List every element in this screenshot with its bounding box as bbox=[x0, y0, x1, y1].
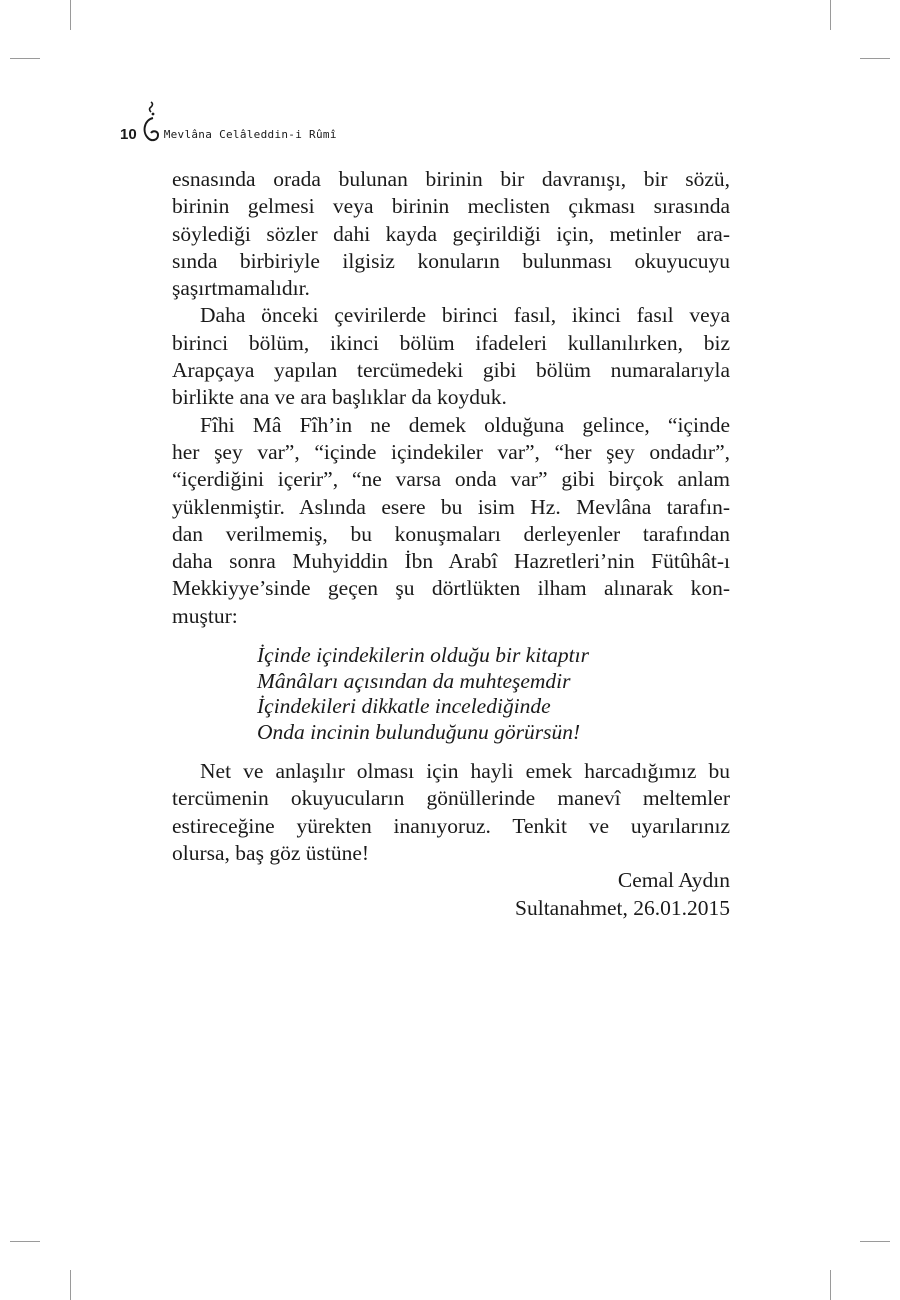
text-line: Net ve anlaşılır olması için hayli emek harcadığımız bu bbox=[200, 759, 730, 784]
tulip-swirl-icon bbox=[141, 100, 161, 144]
text-line: söylediği sözler dahi kayda geçirildiği için, metinler ara- bbox=[172, 221, 730, 246]
crop-mark bbox=[10, 1241, 40, 1242]
verse-quote bbox=[257, 643, 730, 745]
text-line: sında birbiriyle ilgisiz konuların bulunması okuyucuyu bbox=[172, 248, 730, 273]
crop-mark bbox=[860, 58, 890, 59]
text-line: Daha önceki çevirilerde birinci fasıl, ikinci fasıl veya bbox=[200, 303, 730, 328]
author-name: Cemal Aydın bbox=[617, 868, 730, 893]
text-line: muştur: bbox=[172, 603, 238, 628]
text-line: esnasında orada bulunan birinin bir davranışı, bir sözü, bbox=[172, 167, 730, 191]
crop-mark bbox=[860, 1241, 890, 1242]
text-line: daha sonra Muhyiddin İbn Arabî Hazretleri’nin Fütûhât-ı bbox=[172, 549, 730, 574]
crop-mark bbox=[830, 1270, 831, 1300]
text-line: yüklenmiştir. Aslında esere bu isim Hz. Mevlâna tarafın- bbox=[172, 494, 730, 519]
paragraph bbox=[172, 302, 730, 411]
text-line: olursa, baş göz üstüne! bbox=[172, 840, 370, 865]
closing-paragraph bbox=[172, 758, 730, 867]
page-number: 10 bbox=[120, 126, 137, 143]
crop-mark bbox=[830, 0, 831, 30]
running-header bbox=[120, 100, 337, 144]
verse-line: İçinde içindekilerin olduğu bir kitaptır bbox=[257, 643, 589, 668]
text-line: her şey var”, “içinde içindekiler var”, “her şey ondadır”, bbox=[172, 439, 730, 464]
text-line: dan verilmemiş, bu konuşmaları derleyenler tarafından bbox=[172, 521, 730, 546]
text-line: tercümenin okuyucuların gönüllerinde manevî meltemler bbox=[172, 786, 730, 811]
text-line: birinin gelmesi veya birinin meclisten çıkması sırasında bbox=[172, 194, 730, 219]
verse-line: İçindekileri dikkatle incelediğinde bbox=[257, 694, 551, 719]
text-line: estireceğine yürekten inanıyoruz. Tenkit ve uyarılarınız bbox=[172, 813, 730, 838]
crop-mark bbox=[10, 58, 40, 59]
body-text bbox=[172, 166, 730, 922]
verse-line: Mânâları açısından da muhteşemdir bbox=[257, 668, 571, 693]
signature bbox=[172, 867, 730, 922]
verse-line: Onda incinin bulunduğunu görürsün! bbox=[257, 719, 581, 744]
crop-mark bbox=[70, 0, 71, 30]
text-line: Mekkiyye’sinde geçen şu dörtlükten ilham alınarak kon- bbox=[172, 576, 730, 601]
text-line: birinci bölüm, ikinci bölüm ifadeleri kullanılırken, biz bbox=[172, 330, 730, 355]
text-line: “içerdiğini içerir”, “ne varsa onda var” gibi birçok anlam bbox=[172, 467, 730, 492]
text-line: birlikte ana ve ara başlıklar da koyduk. bbox=[172, 385, 507, 410]
text-line: şaşırtmamalıdır. bbox=[172, 276, 310, 301]
paragraph bbox=[172, 166, 730, 302]
paragraph bbox=[172, 412, 730, 630]
running-title: Mevlâna Celâleddin-i Rûmî bbox=[163, 128, 337, 141]
place-date: Sultanahmet, 26.01.2015 bbox=[515, 895, 730, 920]
text-line: Fîhi Mâ Fîh’in ne demek olduğuna gelince, “içinde bbox=[200, 412, 730, 437]
crop-mark bbox=[70, 1270, 71, 1300]
text-line: Arapçaya yapılan tercümedeki gibi bölüm numaralarıyla bbox=[172, 358, 730, 383]
